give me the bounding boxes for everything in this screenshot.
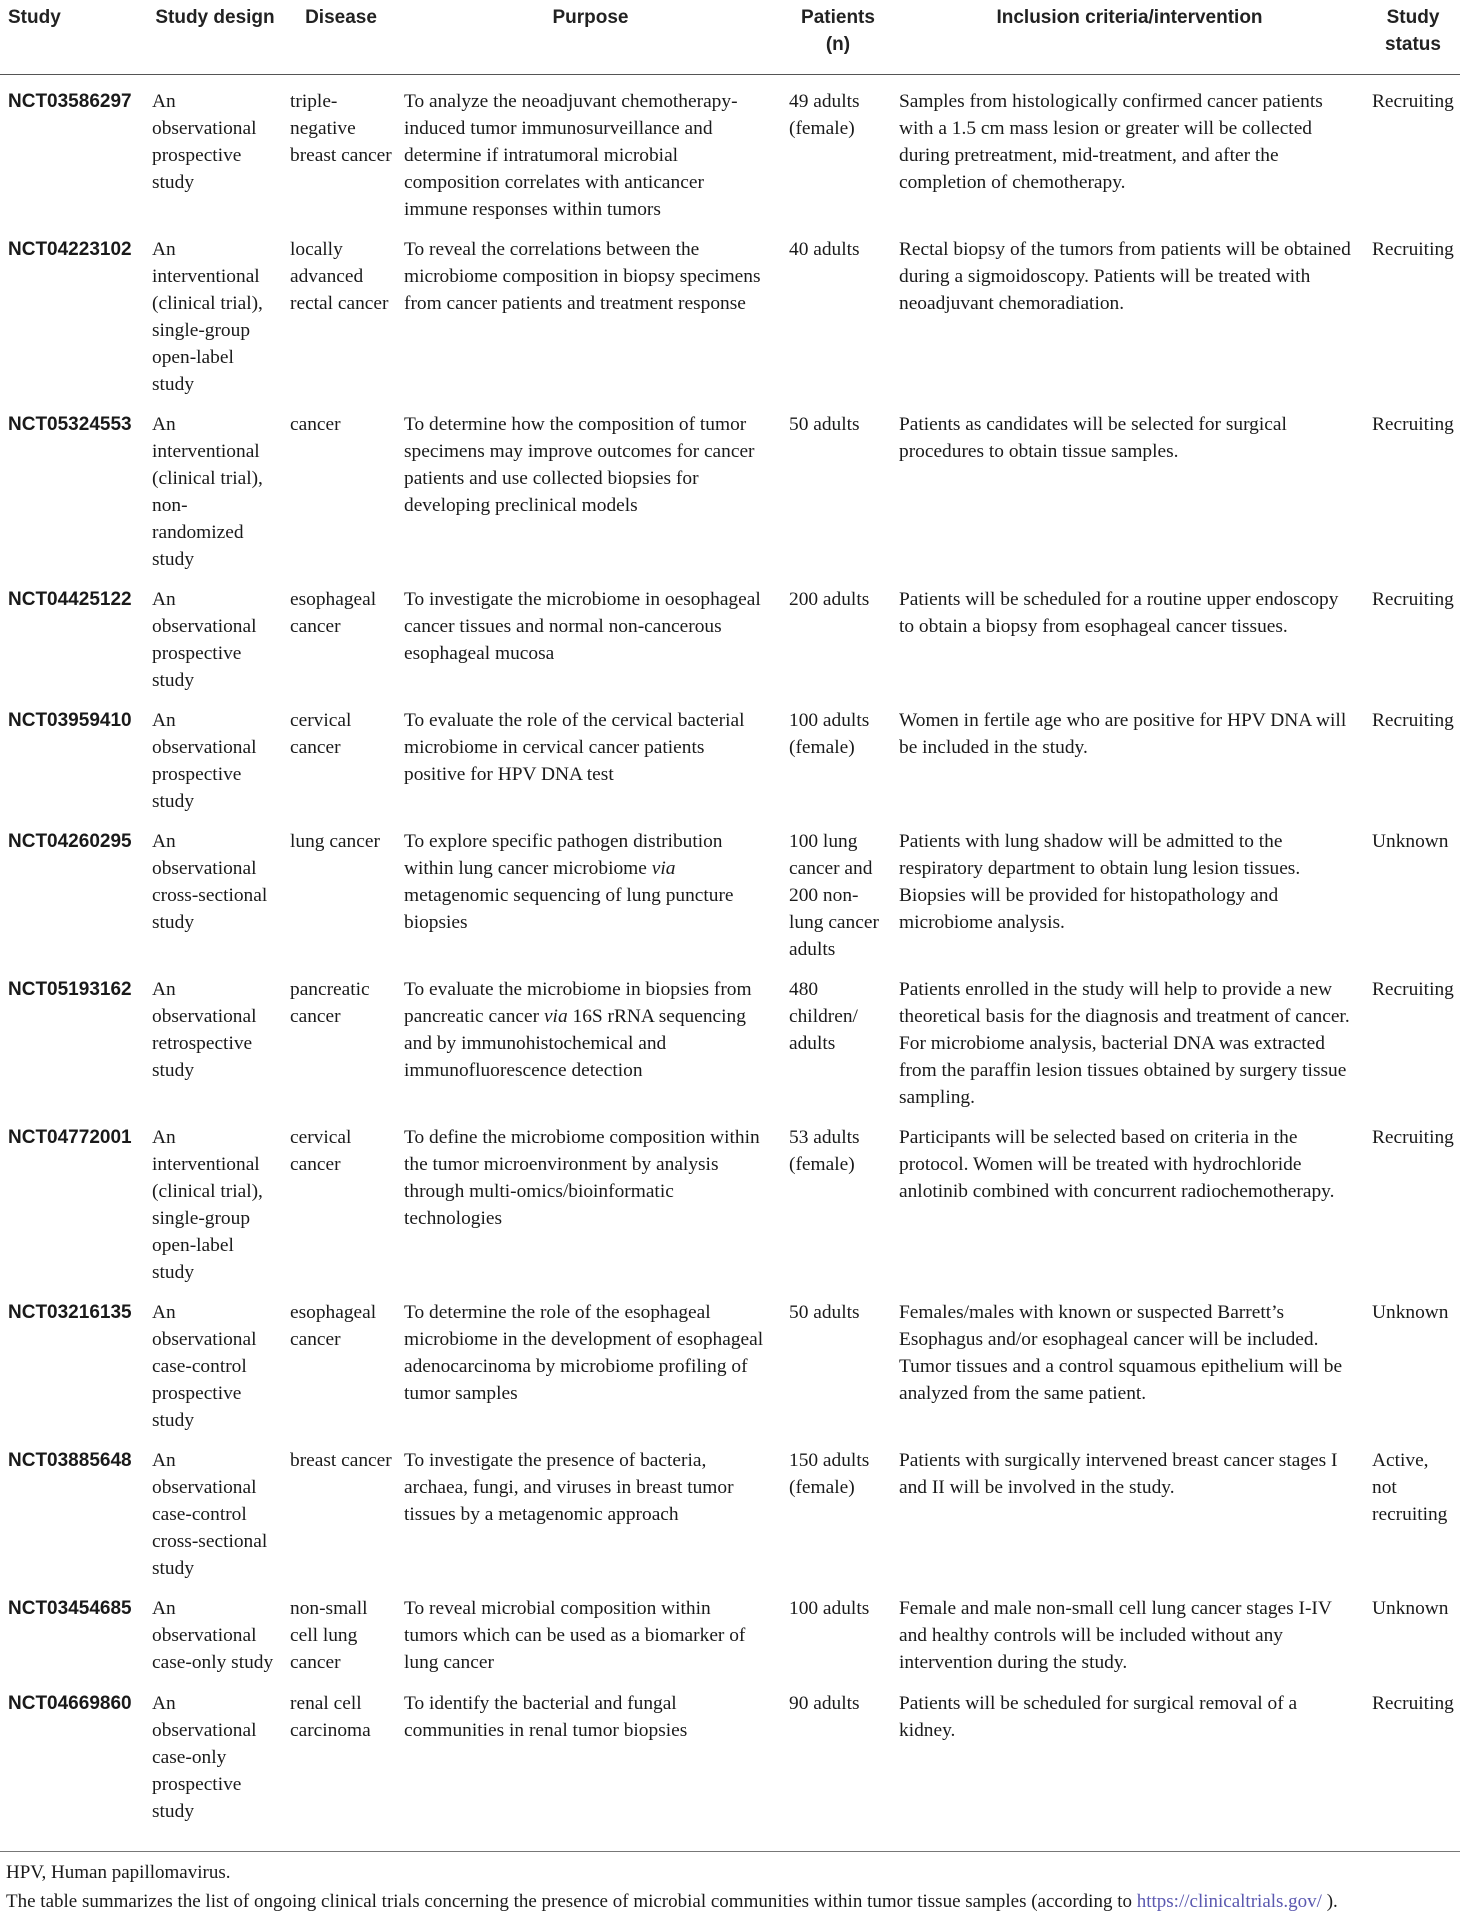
table-row xyxy=(0,815,1460,963)
table-row xyxy=(0,1286,1460,1434)
cell-inclusion-criteria: Female and male non-small cell lung cancer stages I-IV and healthy controls will be included without any intervention during the study. xyxy=(899,1597,1332,1673)
table-row xyxy=(0,398,1460,573)
cell-disease: cervical cancer xyxy=(290,709,352,758)
cell-study-id: NCT04772001 xyxy=(8,1126,132,1148)
cell-disease: locally advanced rectal cancer xyxy=(290,238,389,314)
italic-word: via xyxy=(543,1005,568,1027)
footnote-summary xyxy=(6,1890,1338,1914)
cell-disease: triple-negative breast cancer xyxy=(290,90,392,166)
header-purpose: Purpose xyxy=(552,7,629,28)
cell-purpose: To investigate the microbiome in oesophageal cancer tissues and normal non-cancerous esophageal mucosa xyxy=(404,588,761,664)
cell-disease: lung cancer xyxy=(290,830,380,852)
cell-inclusion-criteria: Patients will be scheduled for surgical removal of a kidney. xyxy=(899,1692,1298,1741)
cell-inclusion-criteria: Patients as candidates will be selected for surgical procedures to obtain tissue samples. xyxy=(899,413,1287,462)
footnote-summary-end: ). xyxy=(1321,1891,1338,1912)
cell-study-id: NCT03959410 xyxy=(8,709,132,731)
cell-patients: 50 adults xyxy=(789,413,860,435)
cell-study-id: NCT03885648 xyxy=(8,1449,132,1471)
cell-inclusion-criteria: Participants will be selected based on criteria in the protocol. Women will be treated with hydrochloride anlotinib combined with concurrent radiochemotherapy. xyxy=(899,1126,1335,1202)
cell-study-design: An interventional (clinical trial), single-group open-label study xyxy=(152,1126,263,1283)
cell-study-design: An observational case-only prospective study xyxy=(152,1692,257,1822)
cell-study-status: Recruiting xyxy=(1372,1692,1454,1714)
cell-inclusion-criteria: Women in fertile age who are positive for HPV DNA will be included in the study. xyxy=(899,709,1347,758)
cell-patients: 40 adults xyxy=(789,238,860,260)
cell-disease: esophageal cancer xyxy=(290,588,377,637)
cell-purpose: To determine the role of the esophageal microbiome in the development of esophageal adenocarcinoma by microbiome profiling of tumor samples xyxy=(404,1301,764,1404)
cell-study-design: An observational prospective study xyxy=(152,709,257,812)
cell-purpose: To identify the bacterial and fungal communities in renal tumor biopsies xyxy=(404,1692,688,1741)
cell-study-id: NCT03216135 xyxy=(8,1301,132,1323)
cell-study-id: NCT04260295 xyxy=(8,830,132,852)
cell-disease: esophageal cancer xyxy=(290,1301,377,1350)
cell-patients: 50 adults xyxy=(789,1301,860,1323)
cell-study-id: NCT04425122 xyxy=(8,588,132,610)
cell-study-status: Unknown xyxy=(1372,1301,1449,1323)
cell-inclusion-criteria: Patients enrolled in the study will help to provide a new theoretical basis for the diagnosis and treatment of cancer. For microbiome analysis, bacterial DNA was extracted from the paraffin lesion tissues obtained by surgery tissue sampling. xyxy=(899,978,1350,1108)
table-row xyxy=(0,1111,1460,1286)
cell-study-design: An observational case-only study xyxy=(152,1597,274,1673)
cell-patients: 100 adults xyxy=(789,1597,870,1619)
cell-purpose: To evaluate the role of the cervical bacterial microbiome in cervical cancer patients positive for HPV DNA test xyxy=(404,709,745,785)
cell-inclusion-criteria: Rectal biopsy of the tumors from patients will be obtained during a sigmoidoscopy. Patients will be treated with neoadjuvant chemoradiation. xyxy=(899,238,1351,314)
footnote-abbreviation: HPV, Human papillomavirus. xyxy=(6,1862,231,1883)
cell-study-status: Recruiting xyxy=(1372,413,1454,435)
cell-study-status: Recruiting xyxy=(1372,1126,1454,1148)
cell-patients: 150 adults (female) xyxy=(789,1449,870,1498)
cell-patients: 100 lung cancer and 200 non-lung cancer adults xyxy=(789,830,879,960)
cell-purpose: To analyze the neoadjuvant chemotherapy-induced tumor immunosurveillance and determine if intratumoral microbial composition correlates with anticancer immune responses within tumors xyxy=(404,90,738,220)
cell-disease: renal cell carcinoma xyxy=(290,1692,371,1741)
table-row xyxy=(0,573,1460,694)
cell-study-design: An interventional (clinical trial), single-group open-label study xyxy=(152,238,263,395)
cell-disease: cancer xyxy=(290,413,341,435)
cell-study-status: Recruiting xyxy=(1372,238,1454,260)
table-body xyxy=(0,74,1460,1825)
cell-purpose: To investigate the presence of bacteria, archaea, fungi, and viruses in breast tumor tissues by a metagenomic approach xyxy=(404,1449,734,1525)
cell-study-id: NCT05193162 xyxy=(8,978,132,1000)
cell-study-status: Unknown xyxy=(1372,1597,1449,1619)
cell-study-id: NCT04223102 xyxy=(8,238,132,260)
cell-study-design: An observational cross-sectional study xyxy=(152,830,268,933)
footnote-divider xyxy=(0,1851,1460,1852)
cell-disease: non-small cell lung cancer xyxy=(290,1597,368,1673)
cell-patients: 480 children/ adults xyxy=(789,978,858,1054)
cell-disease: cervical cancer xyxy=(290,1126,352,1175)
footnote-summary-text: The table summarizes the list of ongoing clinical trials concerning the presence of microbial communities within tumor tissue samples (according to xyxy=(6,1891,1137,1912)
cell-purpose: To reveal the correlations between the microbiome composition in biopsy specimens from cancer patients and treatment response xyxy=(404,238,761,314)
cell-inclusion-criteria: Patients with lung shadow will be admitted to the respiratory department to obtain lung lesion tissues. Biopsies will be provided for histopathology and microbiome analysis. xyxy=(899,830,1301,933)
cell-study-status: Active, not recruiting xyxy=(1372,1449,1448,1525)
cell-study-status: Recruiting xyxy=(1372,90,1454,112)
cell-purpose: To determine how the composition of tumor specimens may improve outcomes for cancer patients and use collected biopsies for developing preclinical models xyxy=(404,413,755,516)
cell-inclusion-criteria: Patients with surgically intervened breast cancer stages I and II will be involved in the study. xyxy=(899,1449,1338,1498)
cell-patients: 100 adults (female) xyxy=(789,709,870,758)
cell-study-id: NCT04669860 xyxy=(8,1692,132,1714)
header-study: Study xyxy=(8,7,61,28)
cell-inclusion-criteria: Samples from histologically confirmed cancer patients with a 1.5 cm mass lesion or greater will be collected during pretreatment, mid-treatment, and after the completion of chemotherapy. xyxy=(899,90,1323,193)
header-patients: Patients (n) xyxy=(801,7,875,55)
table-row xyxy=(0,74,1460,223)
cell-study-design: An observational prospective study xyxy=(152,90,257,193)
table-row xyxy=(0,1677,1460,1825)
cell-study-status: Unknown xyxy=(1372,830,1449,852)
cell-disease: breast cancer xyxy=(290,1449,392,1471)
header-study-design: Study design xyxy=(155,7,275,28)
cell-study-design: An observational prospective study xyxy=(152,588,257,691)
table-row xyxy=(0,1582,1460,1677)
header-study-status: Study status xyxy=(1385,7,1441,55)
table-row xyxy=(0,694,1460,815)
cell-study-design: An observational case-control prospective study xyxy=(152,1301,257,1431)
table-row xyxy=(0,1434,1460,1582)
cell-purpose: To define the microbiome composition within the tumor microenvironment by analysis through multi-omics/bioinformatic technologies xyxy=(404,1126,760,1229)
cell-study-status: Recruiting xyxy=(1372,709,1454,731)
cell-inclusion-criteria: Patients will be scheduled for a routine upper endoscopy to obtain a biopsy from esophageal cancer tissues. xyxy=(899,588,1339,637)
cell-patients: 90 adults xyxy=(789,1692,860,1714)
cell-purpose: To reveal microbial composition within tumors which can be used as a biomarker of lung cancer xyxy=(404,1597,746,1673)
clinicaltrials-link[interactable]: https://clinicaltrials.gov/ xyxy=(1136,1891,1322,1912)
table-row xyxy=(0,223,1460,398)
cell-study-status: Recruiting xyxy=(1372,588,1454,610)
cell-study-id: NCT05324553 xyxy=(8,413,132,435)
cell-study-id: NCT03586297 xyxy=(8,90,132,112)
header-inclusion-criteria: Inclusion criteria/intervention xyxy=(996,7,1263,28)
header-row xyxy=(0,0,1460,74)
cell-purpose: To explore specific pathogen distribution within lung cancer microbiome via metagenomic sequencing of lung puncture biopsies xyxy=(404,830,734,933)
header-disease: Disease xyxy=(305,7,377,28)
cell-patients: 53 adults (female) xyxy=(789,1126,860,1175)
cell-study-design: An interventional (clinical trial), non-randomized study xyxy=(152,413,263,570)
cell-disease: pancreatic cancer xyxy=(290,978,370,1027)
cell-inclusion-criteria: Females/males with known or suspected Barrett’s Esophagus and/or esophageal cancer will be included. Tumor tissues and a control squamous epithelium will be analyzed from the same patient. xyxy=(899,1301,1343,1404)
cell-study-design: An observational case-control cross-sectional study xyxy=(152,1449,268,1579)
cell-patients: 49 adults (female) xyxy=(789,90,860,139)
cell-study-id: NCT03454685 xyxy=(8,1597,132,1619)
table-row xyxy=(0,963,1460,1111)
table-header xyxy=(0,0,1460,74)
cell-purpose: To evaluate the microbiome in biopsies from pancreatic cancer via 16S rRNA sequencing and by immunohistochemical and immunofluorescence detection xyxy=(404,978,752,1081)
cell-patients: 200 adults xyxy=(789,588,870,610)
cell-study-status: Recruiting xyxy=(1372,978,1454,1000)
cell-study-design: An observational retrospective study xyxy=(152,978,257,1081)
italic-word: via xyxy=(651,857,676,879)
